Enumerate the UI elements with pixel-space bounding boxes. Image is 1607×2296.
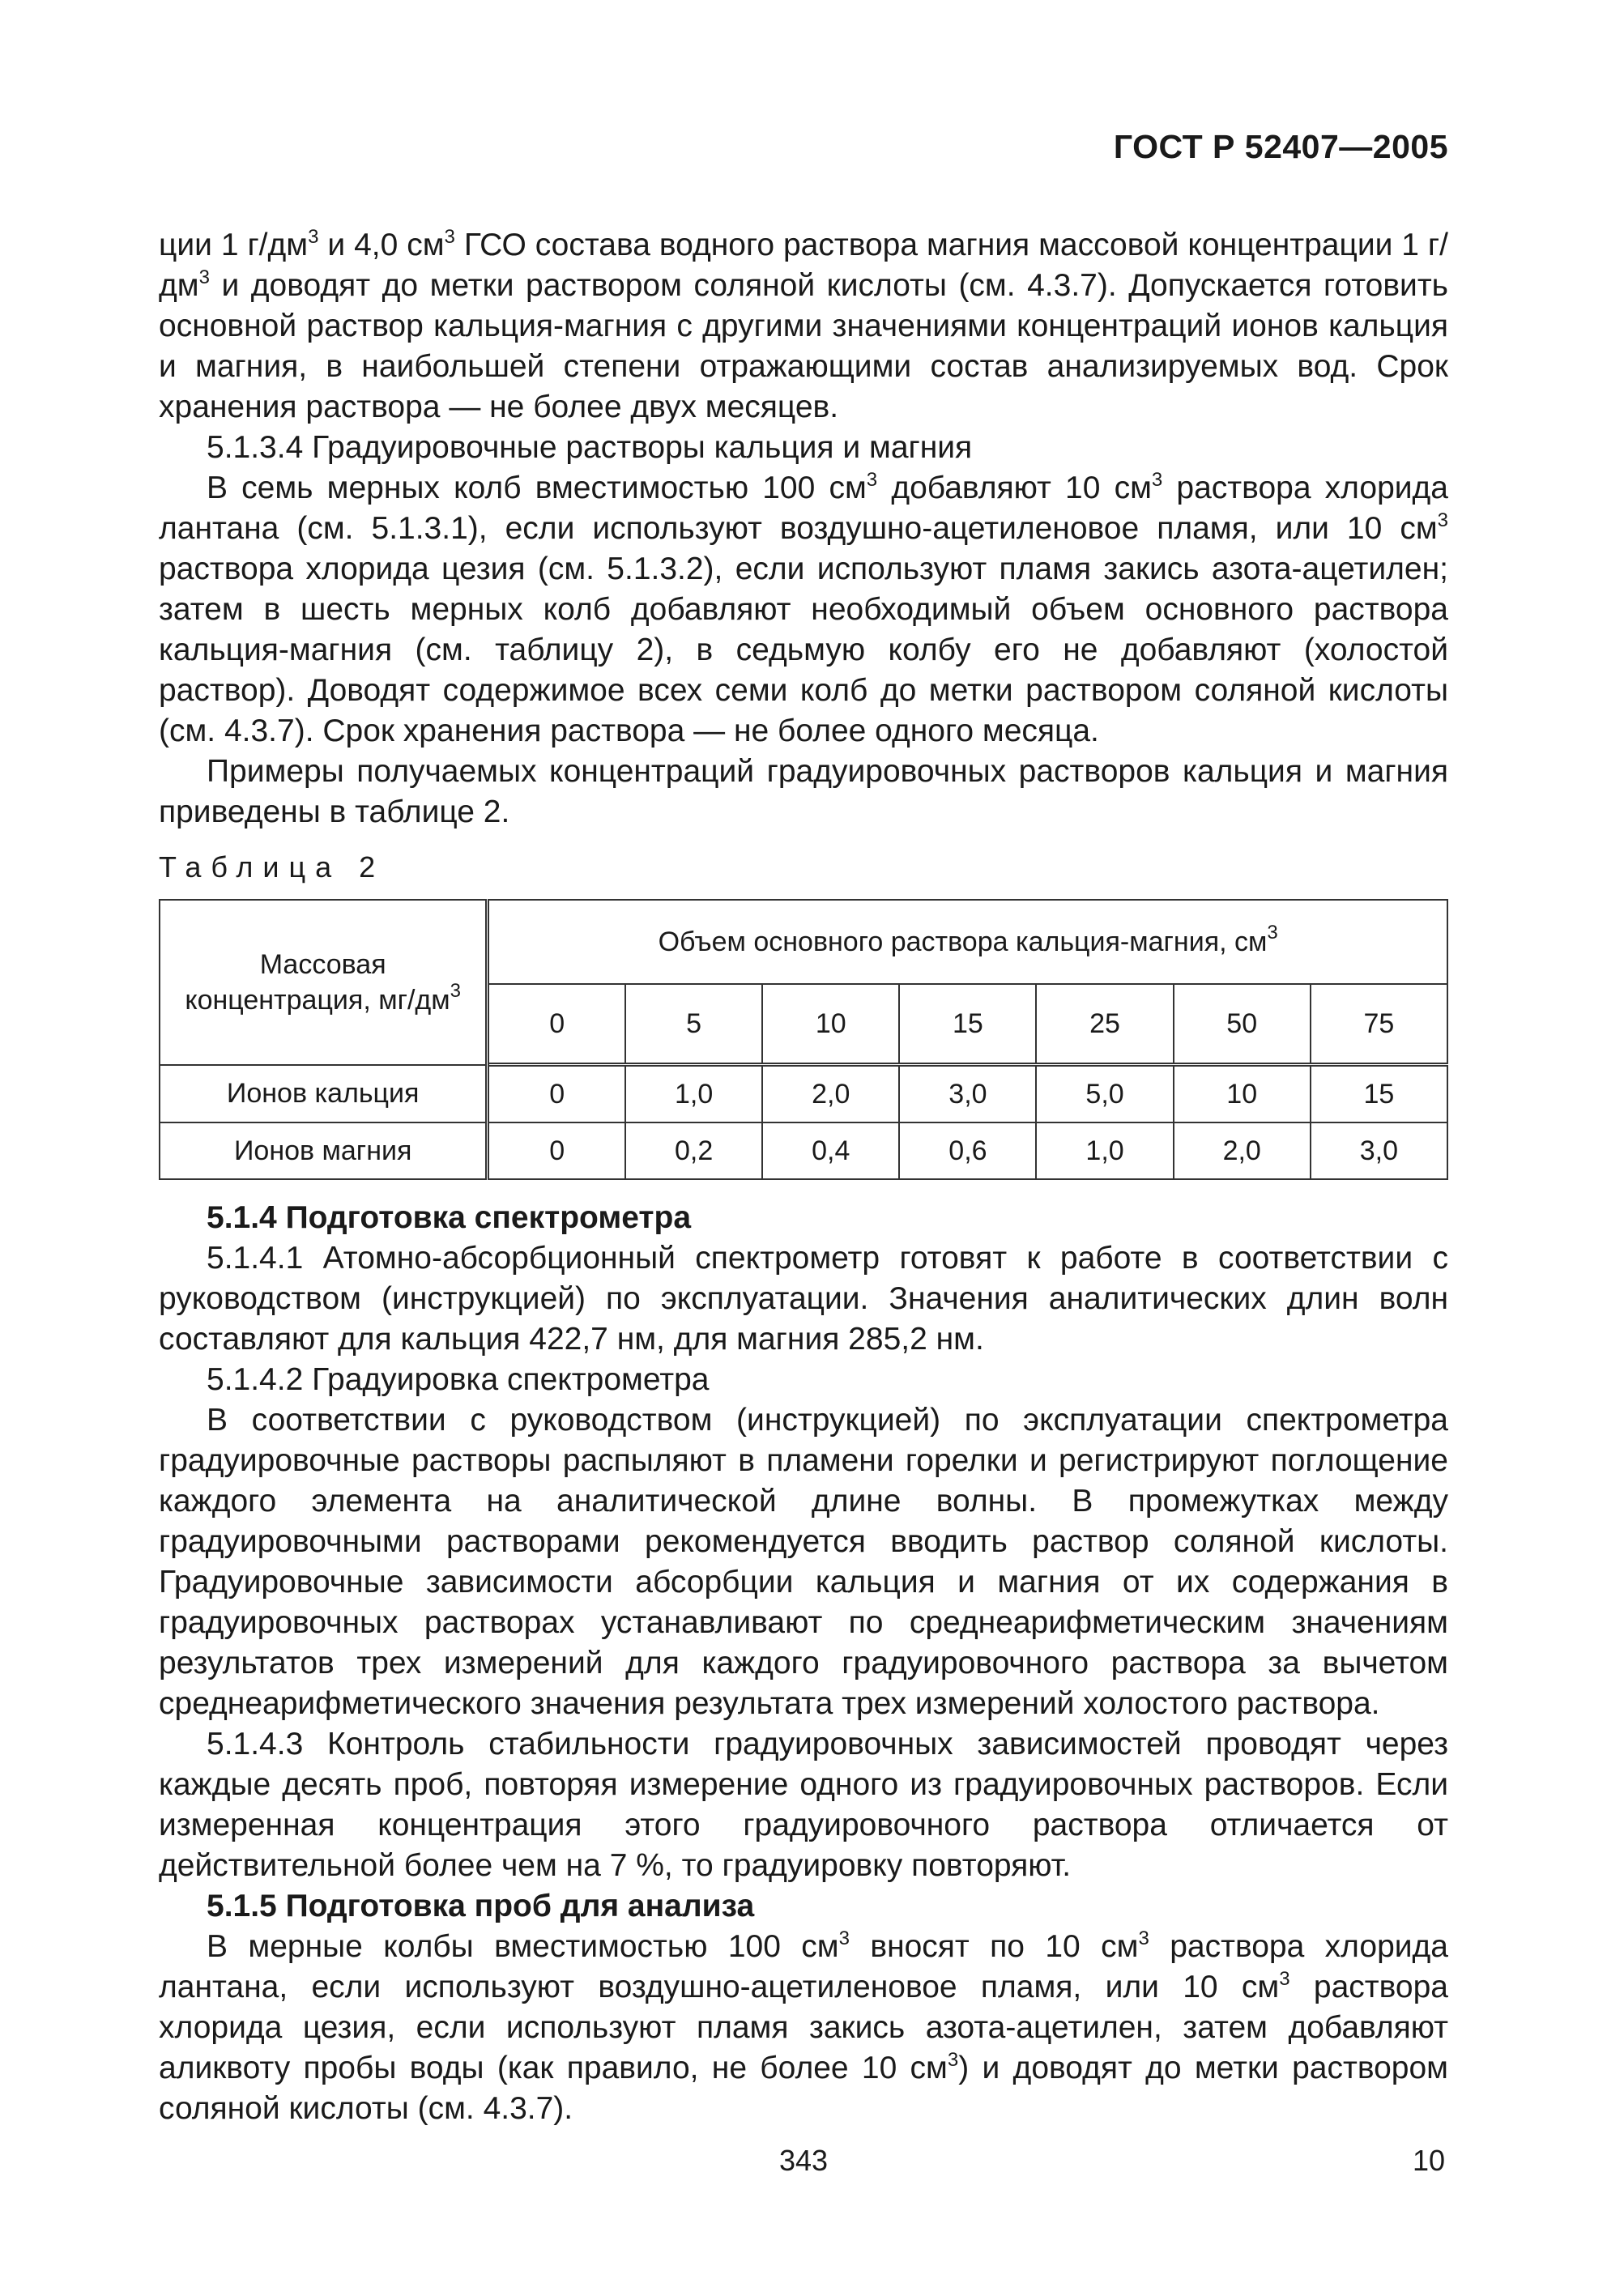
paragraph-sample-preparation: В мерные колбы вместимостью 100 $см^3$ вносят по 10 $см^3$ раствора хлорида лантана, если используют воздушно-ацетиленовое пламя, или 10 $см^3$ раствора хлорида цезия, если используют пламя закись азота-ацетилен, затем добавляют аликвоту пробы воды (как правило, не более 10 $см^3$) и доводят до метки раствором соляной кислоты (см. 4.3.7).: [159, 1928, 1448, 2126]
table-header-volume: 10: [762, 984, 899, 1065]
table-cell: 0,2: [625, 1122, 762, 1179]
table-cell: 10: [1174, 1065, 1311, 1123]
table-cell: 15: [1311, 1065, 1447, 1123]
paragraph-table-reference: Примеры получаемых концентраций градуировочных растворов кальция и магния приведены в таблице 2.: [159, 754, 1448, 829]
table-cell: 0,4: [762, 1122, 899, 1179]
table-cell: 3,0: [899, 1065, 1036, 1123]
section-5-1-4-2-title: 5.1.4.2 Градуировка спектрометра: [207, 1362, 710, 1397]
footer-page-number: 343: [778, 2144, 829, 2177]
paragraph-calibration-preparation: В семь мерных колб вместимостью 100 $см^3$ добавляют 10 $см^3$ раствора хлорида лантана (см. 5.1.3.1), если используют воздушно-ацетиленовое пламя, или 10 $см^3$ раствора хлорида цезия (см. 5.1.3.2), если используют пламя закись азота-ацетилен; затем в шесть мерных колб добавляют необходимый объем основного раствора кальция-магния (см. таблицу 2), в седьмую колбу его не добавляют (холостой раствор). Доводят содержимое всех семи колб до метки раствором соляной кислоты (см. 4.3.7). Срок хранения раствора — не более одного месяца.: [159, 469, 1448, 748]
table-cell: 5,0: [1036, 1065, 1173, 1123]
document-code: ГОСТ Р 52407—2005: [1113, 128, 1448, 165]
table-header-volume: 0: [488, 984, 625, 1065]
table-header-volume-group: Объем основного раствора кальция-магния, $см^3$: [488, 900, 1447, 984]
table-header-concentration: Массовая концентрация, $мг/дм^3$: [160, 900, 488, 1065]
table-cell: 0: [488, 1122, 625, 1179]
table-row-label: Ионов магния: [160, 1122, 488, 1179]
table-header-volume: 5: [625, 984, 762, 1065]
table-cell: 0: [488, 1065, 625, 1123]
section-5-1-3-4-title: 5.1.3.4 Градуировочные растворы кальция и магния: [207, 430, 973, 465]
paragraph-calibration-stability: 5.1.4.3 Контроль стабильности градуировочных зависимостей проводят через каждые десять проб, повторяя измерение одного из градуировочных растворов. Если измеренная концентрация этого градуировочного раствора отличается от действительной более чем на 7 %, то градуировку повторяют.: [159, 1727, 1448, 1883]
paragraph-spectrometer-setup: 5.1.4.1 Атомно-абсорбционный спектрометр готовят к работе в соответствии с руководством (инструкцией) по эксплуатации. Значения аналитических длин волн составляют для кальция 422,7 нм, для магния 285,2 нм.: [159, 1241, 1448, 1357]
table-header-volume: 15: [899, 984, 1036, 1065]
table-cell: 1,0: [625, 1065, 762, 1123]
table-cell: 1,0: [1036, 1122, 1173, 1179]
table-cell: 0,6: [899, 1122, 1036, 1179]
table-cell: 2,0: [762, 1065, 899, 1123]
table-row-calcium: [160, 1065, 1447, 1123]
calibration-table: [159, 899, 1448, 1180]
table-label: Таблица 2: [159, 850, 386, 884]
table-header-volume: 75: [1311, 984, 1447, 1065]
table-row-label: Ионов кальция: [160, 1065, 488, 1123]
table-header-volume: 25: [1036, 984, 1173, 1065]
page-body: [159, 225, 1448, 2129]
paragraph-calibration-procedure: В соответствии с руководством (инструкцией) по эксплуатации спектрометра градуировочные растворы распыляют в пламени горелки и регистрируют поглощение каждого элемента на аналитической длине волны. В промежутках между градуировочными растворами рекомендуется вводить раствор соляной кислоты. Градуировочные зависимости абсорбции кальция и магния от их содержания в градуировочных растворах устанавливают по среднеарифметическим значениям результатов трех измерений для каждого градуировочного раствора за вычетом среднеарифметического значения результата трех измерений холостого раствора.: [159, 1403, 1448, 1721]
table-cell: 3,0: [1311, 1122, 1447, 1179]
table-row-magnesium: [160, 1122, 1447, 1179]
footer-document-page: 10: [1412, 2144, 1445, 2177]
table-cell: 2,0: [1174, 1122, 1311, 1179]
section-5-1-4-heading: 5.1.4 Подготовка спектрометра: [207, 1200, 692, 1235]
section-5-1-5-heading: 5.1.5 Подготовка проб для анализа: [207, 1889, 755, 1923]
table-header-volume: 50: [1174, 984, 1311, 1065]
paragraph-stock-solution: ции 1 $г/дм^3$ и 4,0 $см^3$ ГСО состава водного раствора магния массовой концентрации 1 $г/дм^3$ и доводят до метки раствором соляной кислоты (см. 4.3.7). Допускается готовить основной раствор кальция-магния с другими значениями концентраций ионов кальция и магния, в наибольшей степени отражающими состав анализируемых вод. Срок хранения раствора — не более двух месяцев.: [159, 226, 1448, 424]
